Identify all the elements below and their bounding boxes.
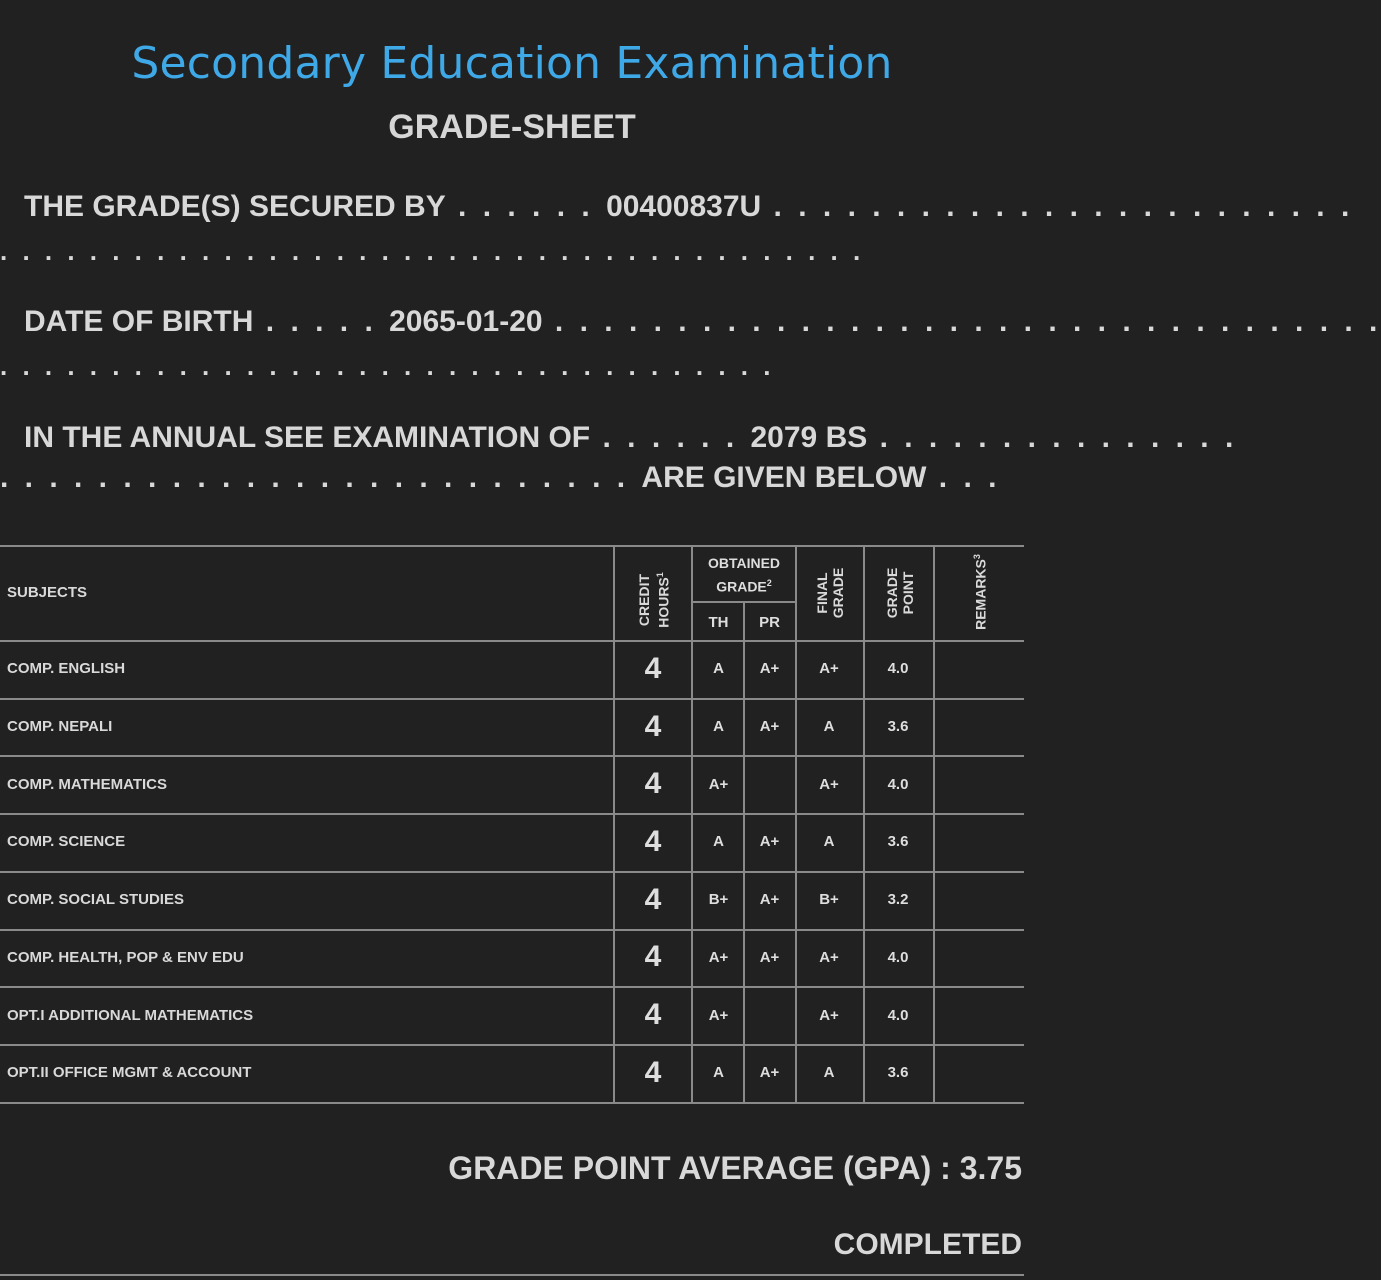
table-rule: [0, 1044, 1024, 1046]
table-rule: [0, 929, 1024, 931]
secured-by-label: THE GRADE(S) SECURED BY: [24, 190, 446, 223]
credit-hours-cell: 4: [644, 651, 662, 685]
pr-grade-cell: A+: [759, 660, 780, 678]
dob-label: DATE OF BIRTH: [24, 305, 254, 338]
credit-hours-cell: 4: [644, 767, 662, 801]
header-credit-hours: CREDIT HOURS$^1$: [636, 572, 672, 628]
table-rule: [0, 871, 1024, 873]
table-rule: [0, 545, 1024, 547]
subject-name: COMP. MATHEMATICS: [7, 775, 167, 793]
final-grade-cell: A+: [819, 948, 839, 966]
header-obtained-grade: OBTAINED GRADE$^2$: [707, 555, 781, 595]
th-grade-cell: A: [713, 660, 724, 678]
grade-table: [0, 545, 1024, 1102]
th-grade-cell: A: [713, 1064, 724, 1082]
header-remarks: REMARKS$^3$: [972, 554, 989, 630]
header-grade-point: GRADE POINT: [884, 567, 916, 619]
pr-grade-cell: [744, 986, 795, 1044]
subject-name: COMP. NEPALI: [7, 718, 113, 736]
final-grade-cell: A: [823, 1064, 835, 1082]
dotted-fill: . . . . . . . . . . . . . . . . . . . . . . . . . . . . . . . . . . . . . . .: [0, 236, 865, 266]
subject-name: COMP. SCIENCE: [7, 833, 126, 851]
table-column-rule: [795, 545, 797, 1102]
final-grade-cell: B+: [819, 891, 839, 909]
remarks-cell: [935, 755, 1024, 813]
credit-hours-cell: 4: [644, 1055, 662, 1089]
pr-grade-cell: [744, 755, 795, 813]
table-column-rule: [743, 601, 745, 1102]
grade-point-cell: 3.6: [887, 718, 909, 736]
table-rule: [0, 813, 1024, 815]
th-grade-cell: A+: [708, 948, 729, 966]
remarks-cell: [935, 698, 1024, 756]
table-rule: [0, 755, 1024, 757]
final-grade-cell: A: [823, 833, 835, 851]
remarks-cell: [935, 813, 1024, 871]
final-grade-cell: A+: [819, 660, 839, 678]
symbol-number: 00400837U: [606, 190, 762, 223]
final-grade-cell: A: [823, 718, 835, 736]
credit-hours-cell: 4: [644, 940, 662, 974]
final-grade-cell: A+: [819, 775, 839, 793]
th-grade-cell: A+: [708, 775, 729, 793]
header-final-grade: FINAL GRADE: [814, 567, 846, 619]
remarks-cell: [935, 871, 1024, 929]
table-column-rule: [613, 545, 615, 1102]
dotted-fill: . . . . . . . . . . . . . . . . . . . . . . . . . . . . . . . . . . .: [0, 351, 775, 381]
remarks-cell: [935, 929, 1024, 987]
given-below-line: . . . . . . . . . . . . . . . . . . . . . . . . . . ARE GIVEN BELOW . . .: [0, 461, 1001, 494]
th-grade-cell: A: [713, 718, 724, 736]
gpa-line: [448, 1150, 1022, 1187]
subject-name: COMP. SOCIAL STUDIES: [7, 891, 184, 909]
exam-year: 2079 BS: [750, 421, 868, 454]
final-grade-cell: A+: [819, 1006, 839, 1024]
grade-point-cell: 4.0: [887, 948, 909, 966]
pr-grade-cell: A+: [759, 891, 780, 909]
credit-hours-cell: 4: [644, 709, 662, 743]
grade-point-cell: 4.0: [887, 660, 909, 678]
table-rule: [0, 698, 1024, 700]
header-subjects: SUBJECTS: [7, 584, 88, 601]
grade-point-cell: 3.6: [887, 833, 909, 851]
pr-grade-cell: A+: [759, 1064, 780, 1082]
table-column-rule: [933, 545, 935, 1102]
bottom-divider: [0, 1274, 1024, 1276]
credit-hours-cell: 4: [644, 882, 662, 916]
exam-title: Secondary Education Examination: [131, 38, 893, 89]
exam-line: IN THE ANNUAL SEE EXAMINATION OF . . . . . . 2079 BS . . . . . . . . . . . . . . .: [24, 421, 1238, 454]
credit-hours-cell: 4: [644, 998, 662, 1032]
grade-point-cell: 3.2: [887, 891, 909, 909]
remarks-cell: [935, 986, 1024, 1044]
pr-grade-cell: A+: [759, 948, 780, 966]
dob-value: 2065-01-20: [389, 305, 543, 338]
header-pr: PR: [759, 614, 780, 631]
dob-line: DATE OF BIRTH . . . . . 2065-01-20 . . . . . . . . . . . . . . . . . . . . . . . . . . . . . . . . . .: [24, 305, 1381, 338]
remarks-cell: [935, 1044, 1024, 1102]
table-rule: [0, 1102, 1024, 1104]
secured-by-line: THE GRADE(S) SECURED BY . . . . . . 00400837U . . . . . . . . . . . . . . . . . . . . . . . .: [24, 190, 1354, 223]
credit-hours-cell: 4: [644, 824, 662, 858]
th-grade-cell: B+: [708, 891, 729, 909]
table-rule: [0, 640, 1024, 642]
header-th: TH: [708, 614, 729, 631]
result-status: COMPLETED: [833, 1228, 1022, 1261]
pr-grade-cell: A+: [759, 718, 780, 736]
grade-point-cell: 3.6: [887, 1064, 909, 1082]
exam-label: IN THE ANNUAL SEE EXAMINATION OF: [24, 421, 591, 454]
grade-sheet-heading: GRADE-SHEET: [388, 108, 636, 146]
subject-name: OPT.I ADDITIONAL MATHEMATICS: [7, 1006, 254, 1024]
table-column-rule: [863, 545, 865, 1102]
subject-name: COMP. ENGLISH: [7, 660, 126, 678]
remarks-cell: [935, 640, 1024, 698]
th-grade-cell: A+: [708, 1006, 729, 1024]
subject-name: COMP. HEALTH, POP & ENV EDU: [7, 948, 244, 966]
table-column-rule: [691, 545, 693, 1102]
th-grade-cell: A: [713, 833, 724, 851]
table-rule: [0, 986, 1024, 988]
grade-point-cell: 4.0: [887, 775, 909, 793]
pr-grade-cell: A+: [759, 833, 780, 851]
gpa-value: 3.75: [959, 1150, 1022, 1186]
grade-point-cell: 4.0: [887, 1006, 909, 1024]
gpa-label: GRADE POINT AVERAGE (GPA) :: [448, 1150, 951, 1186]
subject-name: OPT.II OFFICE MGMT & ACCOUNT: [7, 1064, 252, 1082]
given-below-text: ARE GIVEN BELOW: [641, 461, 927, 494]
